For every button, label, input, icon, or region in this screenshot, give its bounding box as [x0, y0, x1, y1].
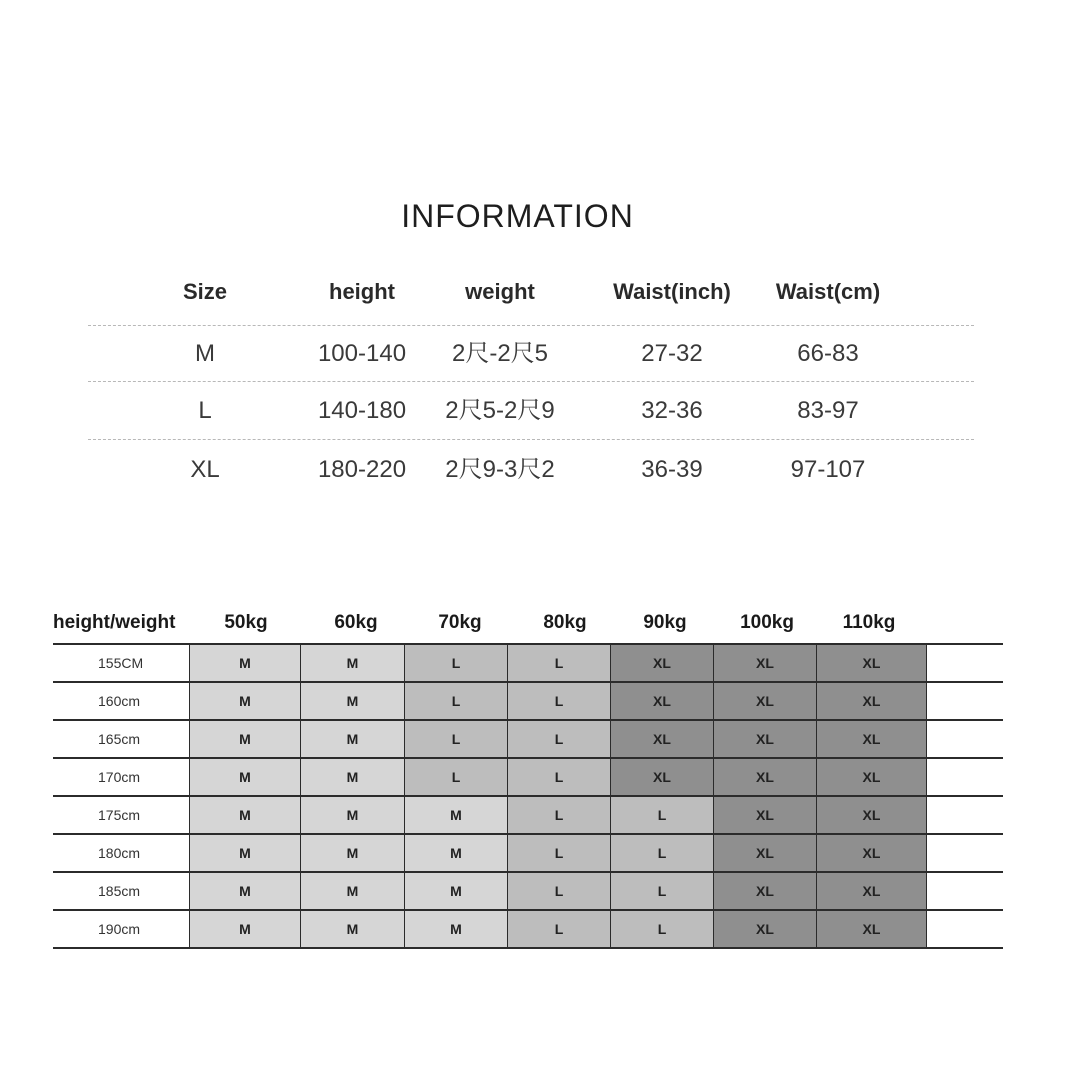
info-cell: 97-107: [790, 456, 866, 483]
size-cell: M: [300, 835, 404, 871]
height-row-label: 160cm: [98, 693, 141, 709]
grid-column-divider: [926, 911, 927, 947]
weight-column-header: 60kg: [334, 612, 378, 633]
size-cell: L: [507, 759, 610, 795]
size-cell: XL: [816, 645, 926, 681]
size-cell: XL: [713, 683, 816, 719]
size-cell: M: [300, 721, 404, 757]
page-title: INFORMATION: [401, 198, 634, 234]
size-cell: M: [300, 873, 404, 909]
info-header-cell: weight: [465, 279, 535, 304]
height-row-label: 155CM: [98, 655, 144, 671]
size-cell: M: [300, 911, 404, 947]
size-cell: M: [189, 911, 300, 947]
size-cell: M: [404, 835, 507, 871]
grid-row: [53, 757, 1003, 795]
size-cell: M: [404, 797, 507, 833]
weight-column-header: 50kg: [224, 612, 268, 633]
size-cell: M: [300, 683, 404, 719]
info-cell: 100-140: [317, 340, 407, 367]
size-cell: L: [507, 873, 610, 909]
size-cell: XL: [610, 721, 713, 757]
size-cell: XL: [713, 911, 816, 947]
size-cell: M: [189, 759, 300, 795]
size-cell: M: [404, 911, 507, 947]
row-divider: [88, 381, 974, 382]
size-cell: XL: [713, 797, 816, 833]
size-cell: L: [404, 645, 507, 681]
info-cell: XL: [190, 456, 220, 483]
size-cell: XL: [816, 911, 926, 947]
size-cell: XL: [816, 835, 926, 871]
height-row-label: 175cm: [98, 807, 141, 823]
size-cell: XL: [713, 645, 816, 681]
size-cell: XL: [713, 835, 816, 871]
size-cell: XL: [713, 873, 816, 909]
size-cell: M: [300, 797, 404, 833]
size-cell: L: [610, 911, 713, 947]
size-cell: L: [404, 683, 507, 719]
size-cell: XL: [610, 683, 713, 719]
weight-column-header: 100kg: [740, 612, 794, 633]
grid-row: [53, 719, 1003, 757]
grid-column-divider: [926, 835, 927, 871]
weight-column-header: 90kg: [643, 612, 687, 633]
weight-column-header: 110kg: [842, 612, 896, 633]
info-cell: 36-39: [641, 456, 703, 483]
size-cell: L: [610, 835, 713, 871]
info-header-cell: Waist(cm): [775, 279, 881, 304]
size-cell: M: [189, 835, 300, 871]
row-divider: [88, 325, 974, 326]
height-row-label: 170cm: [98, 769, 141, 785]
size-cell: M: [189, 683, 300, 719]
grid-row: [53, 795, 1003, 833]
height-row-label: 185cm: [98, 883, 141, 899]
size-cell: M: [300, 645, 404, 681]
info-header-row: [0, 272, 1067, 312]
size-cell: XL: [610, 759, 713, 795]
info-cell: 2尺-2尺5: [451, 340, 549, 367]
size-cell: L: [507, 683, 610, 719]
size-cell: L: [404, 721, 507, 757]
info-cell: 140-180: [317, 397, 407, 424]
size-cell: M: [189, 721, 300, 757]
info-row: [0, 391, 1067, 431]
info-cell: 27-32: [641, 340, 703, 367]
size-cell: M: [189, 873, 300, 909]
weight-column-header: 70kg: [438, 612, 482, 633]
row-divider: [88, 439, 974, 440]
info-cell: 66-83: [797, 340, 859, 367]
grid-column-divider: [926, 873, 927, 909]
info-row: [0, 450, 1067, 490]
grid-row: [53, 833, 1003, 871]
info-cell: 83-97: [797, 397, 859, 424]
height-row-label: 180cm: [98, 845, 141, 861]
size-cell: XL: [713, 759, 816, 795]
info-cell: L: [198, 397, 212, 424]
weight-column-header: 80kg: [543, 612, 587, 633]
info-header-cell: Waist(inch): [613, 279, 731, 304]
grid-row: [53, 643, 1003, 681]
info-header-cell: height: [329, 279, 395, 304]
size-grid: [53, 643, 1003, 949]
height-row-label: 165cm: [98, 731, 141, 747]
size-cell: M: [189, 797, 300, 833]
info-cell: 180-220: [317, 456, 407, 483]
size-cell: XL: [610, 645, 713, 681]
grid-row: [53, 681, 1003, 719]
grid-corner-label: height/weight: [53, 612, 176, 633]
size-cell: XL: [816, 797, 926, 833]
size-cell: L: [507, 835, 610, 871]
size-cell: L: [610, 873, 713, 909]
size-cell: XL: [816, 873, 926, 909]
size-cell: M: [189, 645, 300, 681]
size-cell: XL: [713, 721, 816, 757]
size-cell: L: [610, 797, 713, 833]
height-row-label: 190cm: [98, 921, 141, 937]
size-cell: L: [507, 911, 610, 947]
grid-column-divider: [926, 797, 927, 833]
size-cell: XL: [816, 683, 926, 719]
size-cell: M: [404, 873, 507, 909]
info-cell: M: [195, 340, 215, 367]
grid-column-divider: [926, 683, 927, 719]
grid-column-divider: [926, 759, 927, 795]
size-cell: L: [507, 797, 610, 833]
grid-row: [53, 909, 1003, 949]
size-cell: L: [507, 645, 610, 681]
info-cell: 2尺5-2尺9: [445, 397, 555, 424]
size-cell: M: [300, 759, 404, 795]
info-cell: 2尺9-3尺2: [445, 456, 555, 483]
size-cell: XL: [816, 759, 926, 795]
size-cell: XL: [816, 721, 926, 757]
grid-column-divider: [926, 721, 927, 757]
info-row: [0, 334, 1067, 374]
grid-column-divider: [926, 645, 927, 681]
size-cell: L: [507, 721, 610, 757]
info-header-cell: Size: [182, 279, 228, 304]
info-cell: 32-36: [641, 397, 703, 424]
grid-row: [53, 871, 1003, 909]
size-cell: L: [404, 759, 507, 795]
size-grid-header: [0, 604, 1067, 642]
